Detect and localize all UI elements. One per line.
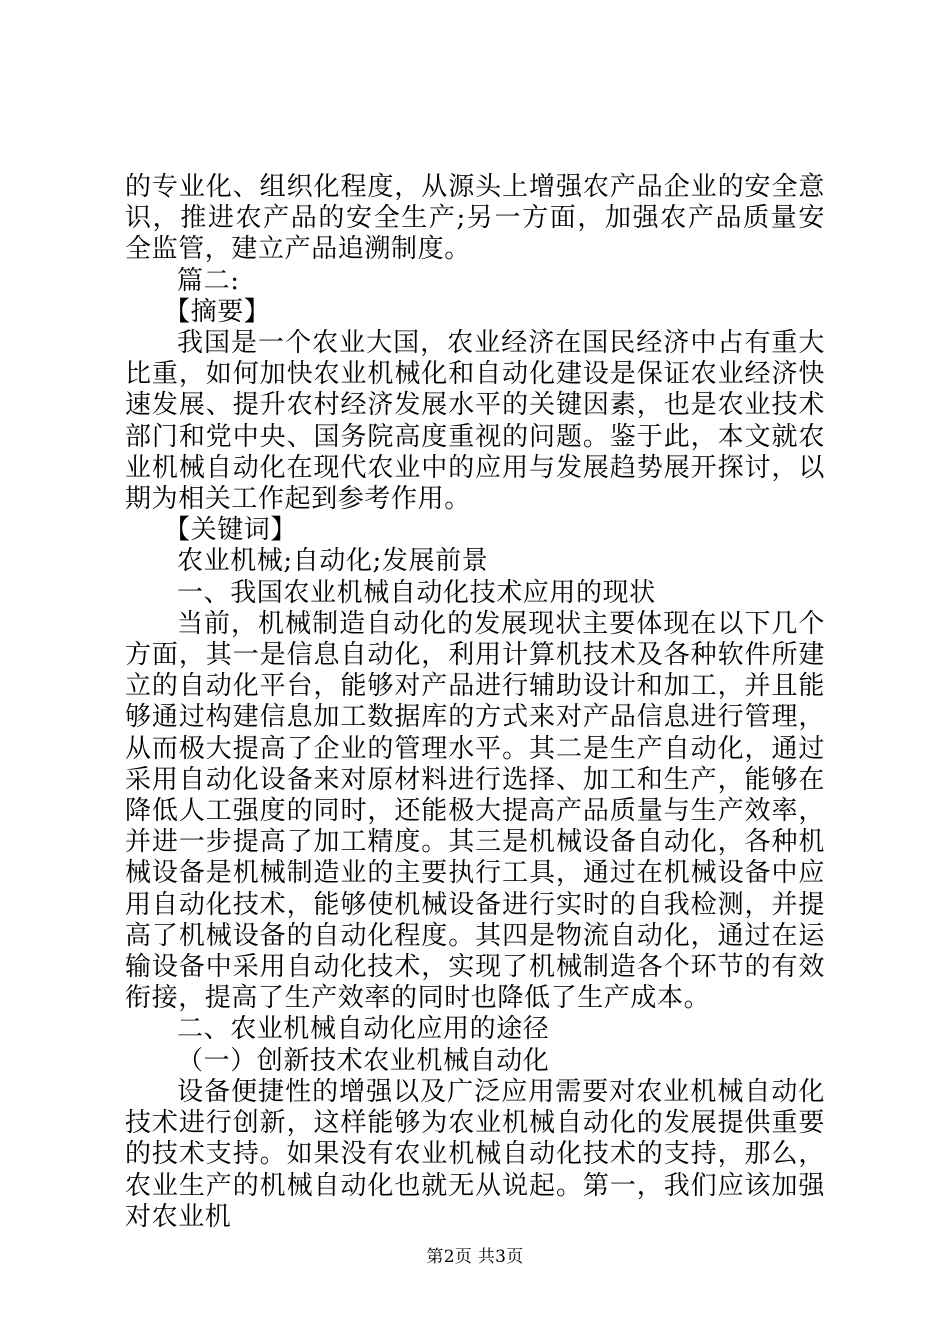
abstract-heading: 【摘要】	[164, 296, 271, 327]
section-heading-2: 篇二:	[177, 265, 240, 296]
keywords-heading: 【关键词】	[164, 515, 298, 546]
page-number-footer: 第2页 共3页	[426, 1247, 524, 1267]
section-2-heading: 二、农业机械自动化应用的途径	[177, 1014, 550, 1045]
section-1-text: 当前，机械制造自动化的发展现状主要体现在以下几个方面，其一是信息自动化，利用计算机技术及各种软件所建立的自动化平台，能够对产品进行辅助设计和加工，并且能够通过构建信息加工数据库的方式来对产品信息进行管理，从而极大提高了企业的管理水平。其二是生产自动化，通过采用自动化设备来对原材料进行选择、加工和生产，能够在降低人工强度的同时，还能极大提高产品质量与生产效率，并进一步提高了加工精度。其三是机械设备自动化，各种机械设备是机械制造业的主要执行工具，通过在机械设备中应用自动化技术，能够使机械设备进行实时的自我检测，并提高了机械设备的自动化程度。其四是物流自动化，通过在运输设备中采用自动化技术，实现了机械制造各个环节的有效衔接，提高了生产效率的同时也降低了生产成本。	[125, 608, 825, 1014]
keywords-text: 农业机械;自动化;发展前景	[177, 546, 489, 577]
subsection-1-heading: （一）创新技术农业机械自动化	[177, 1045, 550, 1076]
document-body	[125, 172, 825, 1233]
section-1-heading: 一、我国农业机械自动化技术应用的现状	[177, 577, 656, 608]
paragraph-0: 的专业化、组织化程度，从源头上增强农产品企业的安全意识，推进农产品的安全生产;另一方面，加强农产品质量安全监管，建立产品追溯制度。	[125, 172, 825, 265]
abstract-text: 我国是一个农业大国，农业经济在国民经济中占有重大比重，如何加快农业机械化和自动化建设是保证农业经济快速发展、提升农村经济发展水平的关键因素，也是农业技术部门和党中央、国务院高度重视的问题。鉴于此，本文就农业机械自动化在现代农业中的应用与发展趋势展开探讨，以期为相关工作起到参考作用。	[125, 328, 825, 515]
subsection-1-text: 设备便捷性的增强以及广泛应用需要对农业机械自动化技术进行创新，这样能够为农业机械自动化的发展提供重要的技术支持。如果没有农业机械自动化技术的支持，那么，农业生产的机械自动化也就无从说起。第一，我们应该加强对农业机	[125, 1076, 825, 1232]
